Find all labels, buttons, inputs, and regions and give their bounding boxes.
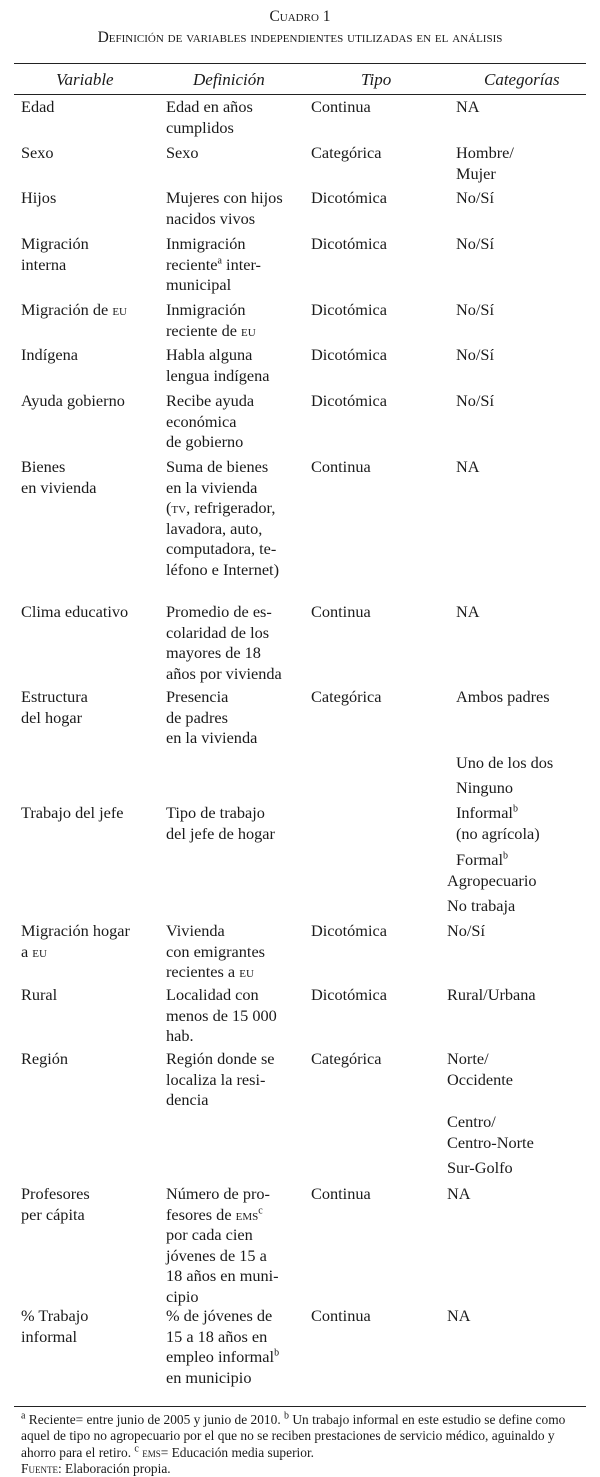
row-trabajo-jefe-variable: Trabajo del jefe xyxy=(21,803,124,822)
row-clima-variable: Clima educativo xyxy=(21,602,129,621)
row-migracion-hogar-tipo: Dicotómica xyxy=(311,921,387,940)
header-categorias: Categorías xyxy=(484,70,560,89)
row-rural-definicion: Localidad con menos de 15 000 hab. xyxy=(166,985,277,1045)
row-migracion-hogar-definicion: Vivienda con emigrantes recientes a eu xyxy=(166,921,266,981)
row-migracion-eu-definicion: Inmigración reciente de eu xyxy=(166,300,256,340)
row-migracion-interna-categorias: No/Sí xyxy=(456,234,495,253)
row-sexo-variable: Sexo xyxy=(21,143,54,162)
row-clima-categorias: NA xyxy=(456,602,480,621)
row-indigena-variable: Indígena xyxy=(21,345,78,364)
row-trabajo-informal-definicion: % de jóvenes de 15 a 18 años en empleo informal$^b$ en municipio xyxy=(166,1306,280,1387)
row-migracion-hogar-categorias: No/Sí xyxy=(447,921,486,940)
row-trabajo-informal-categorias: NA xyxy=(447,1306,471,1325)
row-bienes-categorias: NA xyxy=(456,457,480,476)
row-indigena-tipo: Dicotómica xyxy=(311,345,387,364)
row-edad-definicion: Edad en años cumplidos xyxy=(166,97,253,137)
header-definicion: Definición xyxy=(193,70,265,89)
row-trabajo-informal-tipo: Continua xyxy=(311,1306,371,1325)
row-bienes-variable: Bienes en vivienda xyxy=(21,457,97,497)
row-migracion-interna-variable: Migración interna xyxy=(21,234,89,274)
row-edad-categorias: NA xyxy=(456,97,480,116)
row-indigena-definicion: Habla alguna lengua indígena xyxy=(166,345,270,385)
table-footnotes xyxy=(21,1412,581,1477)
row-estructura-cat-uno: Uno de los dos xyxy=(456,753,554,772)
row-ayuda-gobierno-tipo: Dicotómica xyxy=(311,391,387,410)
row-hijos-definicion: Mujeres con hijos nacidos vivos xyxy=(166,188,283,228)
row-migracion-interna-tipo: Dicotómica xyxy=(311,234,387,253)
row-trabajo-jefe-definicion: Tipo de trabajo del jefe de hogar xyxy=(166,803,275,843)
row-region-definicion: Región donde se localiza la resi- dencia xyxy=(166,1049,275,1109)
row-ayuda-gobierno-variable: Ayuda gobierno xyxy=(21,391,125,410)
row-migracion-interna-definicion: Inmigración reciente$^a$ inter- municipal xyxy=(166,234,261,294)
row-hijos-variable: Hijos xyxy=(21,188,57,207)
row-bienes-tipo: Continua xyxy=(311,457,371,476)
footnote-b-marker: b xyxy=(274,1347,280,1359)
row-edad-variable: Edad xyxy=(21,97,55,116)
row-clima-tipo: Continua xyxy=(311,602,371,621)
top-rule xyxy=(14,63,586,64)
row-sexo-categorias: Hombre/ Mujer xyxy=(456,143,514,183)
footnotes-text: $^a$ Reciente= entre junio de 2005 y junio de 2010. $^b$ Un trabajo informal en este estudio se define como aquel de tipo no agropecuario por el que no se reciben prestaciones de servicio médico, aguinaldo y ahorro para el retiro. $^c$ ems= Educación media superior. xyxy=(21,1410,566,1460)
header-tipo: Tipo xyxy=(361,70,392,89)
row-migracion-eu-tipo: Dicotómica xyxy=(311,300,387,319)
row-migracion-eu-variable: Migración de eu xyxy=(21,300,127,319)
row-profesores-tipo: Continua xyxy=(311,1184,371,1203)
row-trabajo-jefe-cat-agropecuario: Agropecuario xyxy=(447,871,537,890)
table-label: Cuadro 1 xyxy=(269,8,331,25)
row-ayuda-gobierno-categorias: No/Sí xyxy=(456,391,495,410)
source-note: Fuente: Elaboración propia. xyxy=(21,1460,171,1476)
row-migracion-eu-categorias: No/Sí xyxy=(456,300,495,319)
row-migracion-hogar-variable: Migración hogar a eu xyxy=(21,921,130,961)
row-indigena-categorias: No/Sí xyxy=(456,345,495,364)
header-rule xyxy=(14,94,586,95)
row-sexo-tipo: Categórica xyxy=(311,143,382,162)
row-trabajo-jefe-cat-informal: Informal$^b$ xyxy=(456,803,518,822)
row-rural-variable: Rural xyxy=(21,985,58,1004)
row-rural-tipo: Dicotómica xyxy=(311,985,387,1004)
row-region-variable: Región xyxy=(21,1049,69,1068)
row-trabajo-informal-variable: % Trabajo informal xyxy=(21,1306,89,1346)
row-sexo-definicion: Sexo xyxy=(166,143,199,162)
row-profesores-variable: Profesores per cápita xyxy=(21,1184,90,1224)
row-profesores-definicion: Número de pro- fesores de ems$^c$ por cada cien jóvenes de 15 a 18 años en muni- cipio xyxy=(166,1184,279,1306)
row-trabajo-jefe-cat-no-agricola: (no agrícola) xyxy=(456,824,540,843)
row-clima-definicion: Promedio de es- colaridad de los mayores de 18 años por vivienda xyxy=(166,602,282,683)
footnote-c-marker: c xyxy=(258,1205,263,1217)
row-region-cat-norte: Norte/ Occidente xyxy=(447,1049,513,1089)
row-profesores-categorias: NA xyxy=(447,1184,471,1203)
footnote-a-marker: a xyxy=(217,255,222,267)
row-trabajo-jefe-cat-formal: Formal$^b$ xyxy=(456,850,509,869)
row-hijos-categorias: No/Sí xyxy=(456,188,495,207)
row-ayuda-gobierno-definicion: Recibe ayuda económica de gobierno xyxy=(166,391,255,451)
header-variable: Variable xyxy=(56,70,114,89)
bottom-rule xyxy=(14,1406,586,1407)
row-trabajo-jefe-cat-no-trabaja: No trabaja xyxy=(447,896,516,915)
row-estructura-cat-ninguno: Ninguno xyxy=(456,778,513,797)
row-estructura-cat-ambos: Ambos padres xyxy=(456,687,550,706)
table-title: Definición de variables independientes utilizadas en el análisis xyxy=(97,29,503,46)
row-region-tipo: Categórica xyxy=(311,1049,382,1068)
row-edad-tipo: Continua xyxy=(311,97,371,116)
row-estructura-variable: Estructura del hogar xyxy=(21,687,88,727)
row-rural-categorias: Rural/Urbana xyxy=(447,985,536,1004)
row-region-cat-sur: Sur-Golfo xyxy=(447,1158,513,1177)
row-estructura-tipo: Categórica xyxy=(311,687,382,706)
row-estructura-definicion: Presencia de padres en la vivienda xyxy=(166,687,258,747)
row-bienes-definicion: Suma de bienes en la vivienda (tv, refrigerador, lavadora, auto, computadora, te- léfono e Internet) xyxy=(166,457,280,579)
row-region-cat-centro: Centro/ Centro-Norte xyxy=(447,1112,534,1152)
row-hijos-tipo: Dicotómica xyxy=(311,188,387,207)
